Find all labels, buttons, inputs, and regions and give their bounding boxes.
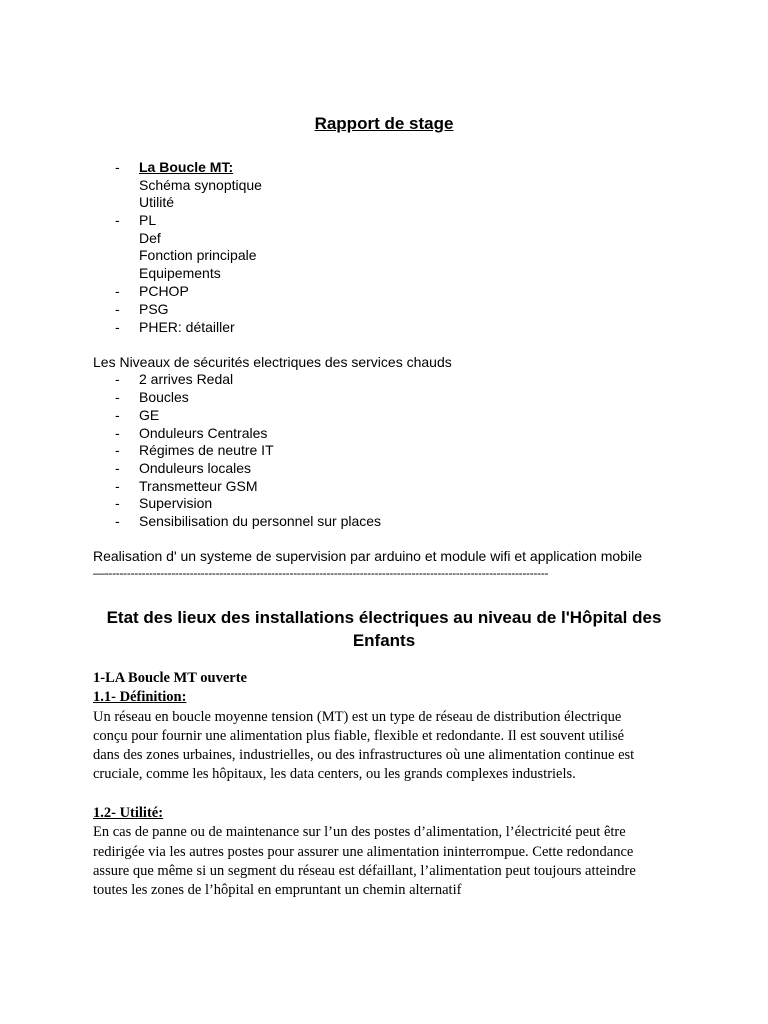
niveaux-item: 2 arrives Redal — [139, 371, 234, 387]
niveaux-item: Onduleurs Centrales — [139, 425, 268, 441]
niveaux-item: GE — [139, 407, 160, 423]
niveaux-item: Transmetteur GSM — [139, 478, 258, 494]
outline-item: Schéma synoptique — [139, 177, 262, 193]
outline-item: Fonction principale — [139, 247, 257, 263]
list-dash: - — [115, 389, 120, 405]
outline-dash: - — [115, 283, 120, 299]
paragraph-line: En cas de panne ou de maintenance sur l’un des postes d’alimentation, l’électricité peut être — [93, 824, 626, 840]
outline-item: Def — [139, 230, 161, 246]
niveaux-item: Boucles — [139, 389, 189, 405]
outline-dash: - — [115, 159, 120, 175]
list-dash: - — [115, 371, 120, 387]
list-dash: - — [115, 442, 120, 458]
section-heading: Etat des lieux des installations électriques au niveau de l'Hôpital des Enfants — [106, 608, 662, 650]
list-dash: - — [115, 407, 120, 423]
outline-item: PCHOP — [139, 283, 189, 299]
outline-item: PHER: détailler — [139, 319, 235, 335]
outline-item: La Boucle MT: — [139, 159, 234, 175]
outline-item: PSG — [139, 301, 169, 317]
paragraph-line: cruciale, comme les hôpitaux, les data centers, ou les grands complexes industriels. — [93, 766, 576, 782]
paragraph-line: redirigée via les autres postes pour assurer une alimentation ininterrompue. Cette redondance — [93, 844, 634, 860]
niveaux-item: Sensibilisation du personnel sur places — [139, 513, 382, 529]
paragraph-line: toutes les zones de l’hôpital en empruntant un chemin alternatif — [93, 882, 462, 898]
section-1-title: 1-LA Boucle MT ouverte — [93, 670, 247, 686]
outline-dash: - — [115, 301, 120, 317]
realisation-text: Realisation d' un systeme de supervision par arduino et module wifi et application mobile — [93, 548, 642, 564]
outline-dash: - — [115, 212, 120, 228]
paragraph-line: conçu pour fournir une alimentation plus fiable, flexible et redondante. Il est souvent utilisé — [93, 728, 625, 744]
divider-line: —------------------------------------------------------------------------------------------------------------------------ — [93, 566, 549, 580]
niveaux-item: Onduleurs locales — [139, 460, 252, 476]
list-dash: - — [115, 495, 120, 511]
section-1-1-title: 1.1- Définition: — [93, 689, 187, 705]
document-title: Rapport de stage — [314, 114, 454, 133]
outline-item: Utilité — [139, 194, 175, 210]
list-dash: - — [115, 513, 120, 529]
list-dash: - — [115, 478, 120, 494]
section-1-2-title: 1.2- Utilité: — [93, 805, 164, 821]
list-dash: - — [115, 425, 120, 441]
niveaux-intro: Les Niveaux de sécurités electriques des services chauds — [93, 354, 452, 370]
niveaux-item: Régimes de neutre IT — [139, 442, 274, 458]
paragraph-line: Un réseau en boucle moyenne tension (MT) est un type de réseau de distribution électrique — [93, 709, 622, 725]
outline-item: Equipements — [139, 265, 221, 281]
outline-dash: - — [115, 319, 120, 335]
niveaux-item: Supervision — [139, 495, 213, 511]
outline-item: PL — [139, 212, 157, 228]
paragraph-line: assure que même si un segment du réseau est défaillant, l’alimentation peut toujours atteindre — [93, 863, 636, 879]
paragraph-line: dans des zones urbaines, industrielles, ou des infrastructures où une alimentation continue est — [93, 747, 635, 763]
list-dash: - — [115, 460, 120, 476]
